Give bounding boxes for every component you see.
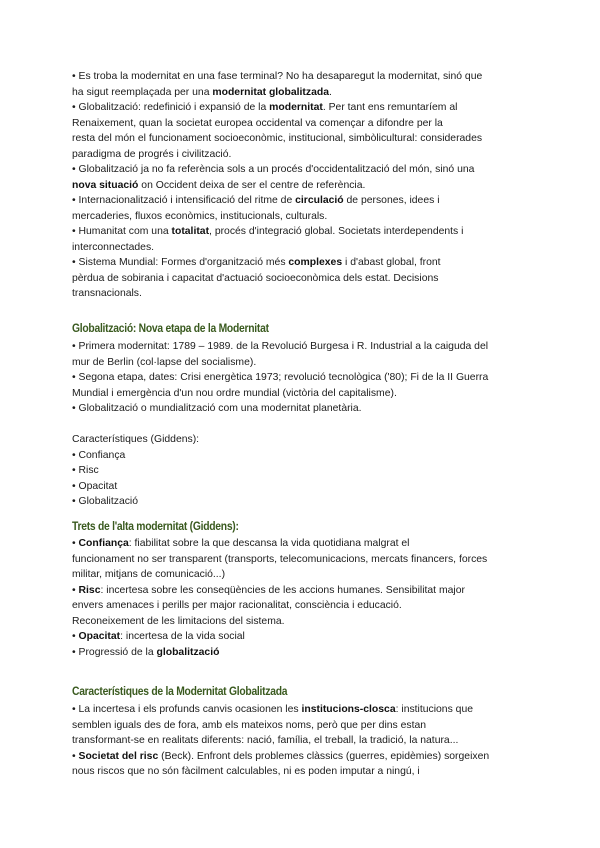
section-heading: Globalització: Nova etapa de la Modernitat: [72, 321, 269, 335]
text-line: Renaixement, quan la societat europea occidental va començar a difondre per la: [72, 117, 443, 129]
text-line: • Globalització: redefinició i expansió de la modernitat. Per tant ens remuntaríem al: [72, 102, 458, 113]
text-line: militar, mitjans de comunicació...): [72, 569, 226, 580]
text-line: • Globalització ja no fa referència sols a un procés d'occidentalització del món, sinó una: [72, 164, 475, 175]
text-line: transnacionals.: [72, 288, 142, 299]
list-item: • Opacitat: [72, 480, 118, 492]
text-line: • Internacionalització i intensificació del ritme de circulació de persones, idees i: [72, 195, 440, 206]
text-line: Mundial i emergència d'un nou ordre mundial (victòria del capitalisme).: [72, 387, 397, 399]
text-line: Reconeixement de les limitacions del sistema.: [72, 615, 285, 627]
section-heading: Característiques de la Modernitat Globalitzada: [72, 684, 288, 698]
text-line: nova situació on Occident deixa de ser el centre de referència.: [72, 179, 366, 191]
list-item: • Globalització: [72, 496, 139, 507]
text-line: • Globalització o mundialització com una modernitat planetària.: [72, 403, 362, 414]
list-item: • Risc: [72, 465, 99, 476]
list-item: • Confiança: [72, 449, 126, 461]
text-line: mur de Berlin (col·lapse del socialisme).: [72, 356, 257, 368]
text-line: • La incertesa i els profunds canvis ocasionen les institucions-closca: institucions que: [72, 704, 474, 715]
text-line: semblen iguals des de fora, amb els mateixos noms, però que per dins estan: [72, 719, 427, 731]
text-line: resta del món el funcionament socioeconòmic, institucional, simbòlicultural: considerades: [72, 133, 483, 144]
traits-title: Característiques (Giddens):: [72, 434, 200, 445]
text-line: • Societat del risc (Beck). Enfront dels problemes clàssics (guerres, epidèmies) sorgeixen: [72, 750, 490, 762]
text-line: funcionament no ser transparent (transports, telecomunicacions, mercats financers, forces: [72, 553, 488, 565]
text-line: • Humanitat com una totalitat, procés d'integració global. Societats interdependents i: [72, 226, 464, 237]
section-heading: Trets de l'alta modernitat (Giddens):: [72, 519, 239, 533]
text-line: • Confiança: fiabilitat sobre la que descansa la vida quotidiana malgrat el: [72, 538, 410, 549]
text-line: pèrdua de sobirania i capacitat d'actuació socioeconòmica dels estat. Decisions: [72, 272, 439, 284]
text-line: • Progressió de la globalització: [72, 646, 220, 658]
text-line: • Primera modernitat: 1789 – 1989. de la Revolució Burgesa i R. Industrial a la caiguda del: [72, 341, 489, 352]
text-line: transformant-se en realitats diferents: nació, família, el treball, la tradició, la natura...: [72, 735, 459, 746]
text-line: • Es troba la modernitat en una fase terminal? No ha desaparegut la modernitat, sinó que: [72, 71, 483, 82]
text-line: • Sistema Mundial: Formes d'organització més complexes i d'abast global, front: [72, 257, 441, 268]
text-line: mercaderies, fluxos econòmics, institucionals, culturals.: [72, 210, 328, 222]
text-line: envers amenaces i perills per major racionalitat, consciència i educació.: [72, 600, 402, 611]
text-line: interconnectades.: [72, 241, 155, 253]
text-line: • Segona etapa, dates: Crisi energètica 1973; revolució tecnològica ('80); Fi de la II Guerra: [72, 372, 489, 383]
text-line: paradigma de progrés i civilització.: [72, 148, 232, 160]
text-line: • Risc: incertesa sobre les conseqüències de les accions humanes. Sensibilitat major: [72, 584, 465, 596]
text-line: nous riscos que no són fàcilment calculables, ni es poden imputar a ningú, i: [72, 766, 420, 777]
text-line: ha sigut reemplaçada per una modernitat globalitzada.: [72, 86, 332, 98]
text-line: • Opacitat: incertesa de la vida social: [72, 631, 245, 642]
